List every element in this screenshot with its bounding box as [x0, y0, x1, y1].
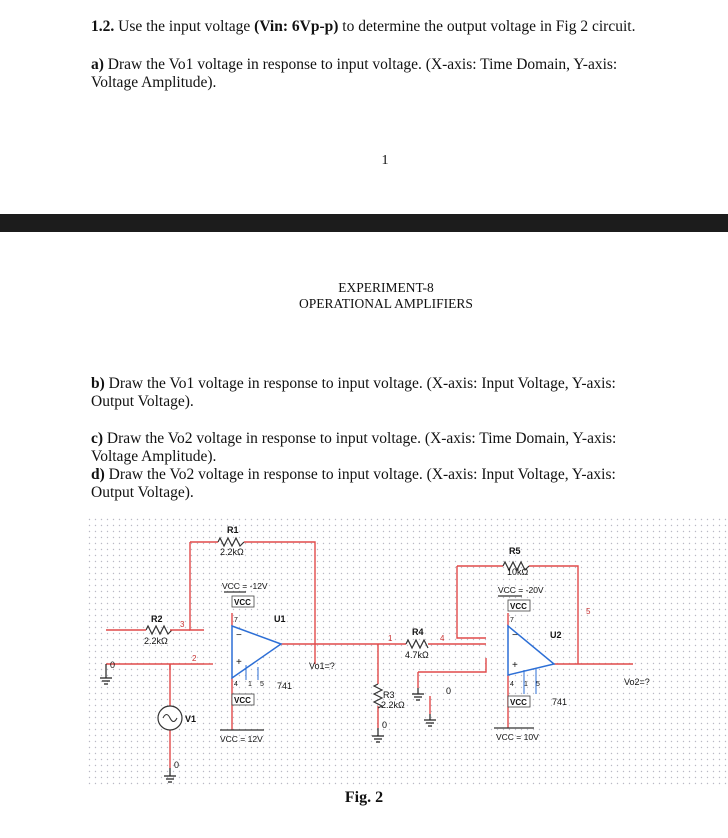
r1-name: R1 — [227, 525, 239, 535]
u2-pin5: 5 — [536, 681, 540, 688]
question-1-2 — [91, 18, 635, 36]
figure-caption: Fig. 2 — [344, 789, 384, 806]
vcc-tag-u1-bottom: VCC — [234, 696, 251, 705]
vcc-tag-u1-top: VCC — [234, 598, 251, 607]
u1-pin4: 4 — [234, 681, 238, 688]
u1-model: 741 — [277, 681, 293, 691]
experiment-subject: OPERATIONAL AMPLIFIERS — [299, 296, 473, 311]
question-text-post: to determine the output voltage in Fig 2 circuit. — [342, 18, 636, 35]
u2-plus: + — [512, 660, 518, 671]
r2-value: 2.2kΩ — [144, 636, 168, 646]
question-c-line1: Draw the Vo2 voltage in response to input voltage. (X-axis: Time Domain, Y-axis: — [106, 430, 617, 447]
v1-label: V1 — [185, 714, 197, 724]
question-a-label: a) — [91, 56, 104, 73]
question-a — [91, 56, 617, 92]
u2-pin4: 4 — [510, 681, 514, 688]
u1-pin1: 1 — [248, 681, 252, 688]
u2-minus: − — [512, 630, 518, 641]
r1-value: 2.2kΩ — [220, 547, 244, 557]
page-header — [0, 280, 728, 312]
question-c — [91, 430, 616, 502]
page-divider — [0, 214, 728, 232]
question-b-line2: Output Voltage). — [91, 393, 194, 410]
node-0-r3: 0 — [382, 720, 388, 730]
node-0-source: 0 — [174, 760, 180, 770]
input-voltage-spec: (Vin: 6Vp-p) — [254, 18, 339, 35]
u2-pin1: 1 — [524, 681, 528, 688]
vcc-pos12-label: VCC = 12V — [220, 734, 263, 744]
node-4: 4 — [440, 634, 445, 643]
u1-pin7: 7 — [234, 617, 238, 624]
page-number: 1 — [381, 153, 389, 168]
u2-label: U2 — [550, 630, 562, 640]
vcc-tag-u2-top: VCC — [510, 602, 527, 611]
node-3: 3 — [180, 620, 185, 629]
vo2-label: Vo2=? — [624, 677, 650, 687]
r5-value: 10kΩ — [507, 567, 529, 577]
vcc-tag-u2-bottom: VCC — [510, 698, 527, 707]
u1-pin5: 5 — [260, 681, 264, 688]
question-c-label: c) — [91, 430, 104, 447]
r4-name: R4 — [412, 627, 424, 637]
vcc-neg12-label: VCC = -12V — [222, 581, 268, 591]
vcc-pos10-label: VCC = 10V — [496, 732, 539, 742]
question-d-line2: Output Voltage). — [91, 484, 194, 501]
vcc-neg20-label: VCC = -20V — [498, 585, 544, 595]
u1-minus: − — [236, 630, 242, 641]
r4-value: 4.7kΩ — [405, 650, 429, 660]
question-b-label: b) — [91, 375, 105, 392]
question-b — [91, 375, 616, 411]
node-1: 1 — [388, 634, 393, 643]
question-b-line1: Draw the Vo1 voltage in response to input voltage. (X-axis: Input Voltage, Y-axis: — [108, 375, 616, 392]
experiment-title: EXPERIMENT-8 — [338, 280, 434, 295]
node-0-left: 0 — [110, 660, 116, 670]
r3-value: 2.2kΩ — [381, 700, 405, 710]
node-5: 5 — [586, 607, 591, 616]
r3-name: R3 — [383, 690, 395, 700]
question-number: 1.2. — [91, 18, 115, 35]
u1-plus: + — [236, 657, 242, 668]
node-2: 2 — [192, 654, 197, 663]
r2-name: R2 — [151, 614, 163, 624]
vo1-label: Vo1=? — [309, 661, 335, 671]
question-c-line2: Voltage Amplitude). — [91, 448, 217, 465]
question-d-label: d) — [91, 466, 105, 483]
r5-name: R5 — [509, 546, 521, 556]
node-0-mid: 0 — [446, 686, 452, 696]
question-a-line1: Draw the Vo1 voltage in response to input voltage. (X-axis: Time Domain, Y-axis: — [107, 56, 618, 73]
u1-label: U1 — [274, 614, 286, 624]
question-text-pre: Use the input voltage — [118, 18, 251, 35]
u2-model: 741 — [552, 697, 568, 707]
circuit-diagram — [88, 518, 728, 788]
question-d-line1: Draw the Vo2 voltage in response to input voltage. (X-axis: Input Voltage, Y-axis: — [108, 466, 616, 483]
u2-pin7: 7 — [510, 617, 514, 624]
question-a-line2: Voltage Amplitude). — [91, 74, 217, 91]
